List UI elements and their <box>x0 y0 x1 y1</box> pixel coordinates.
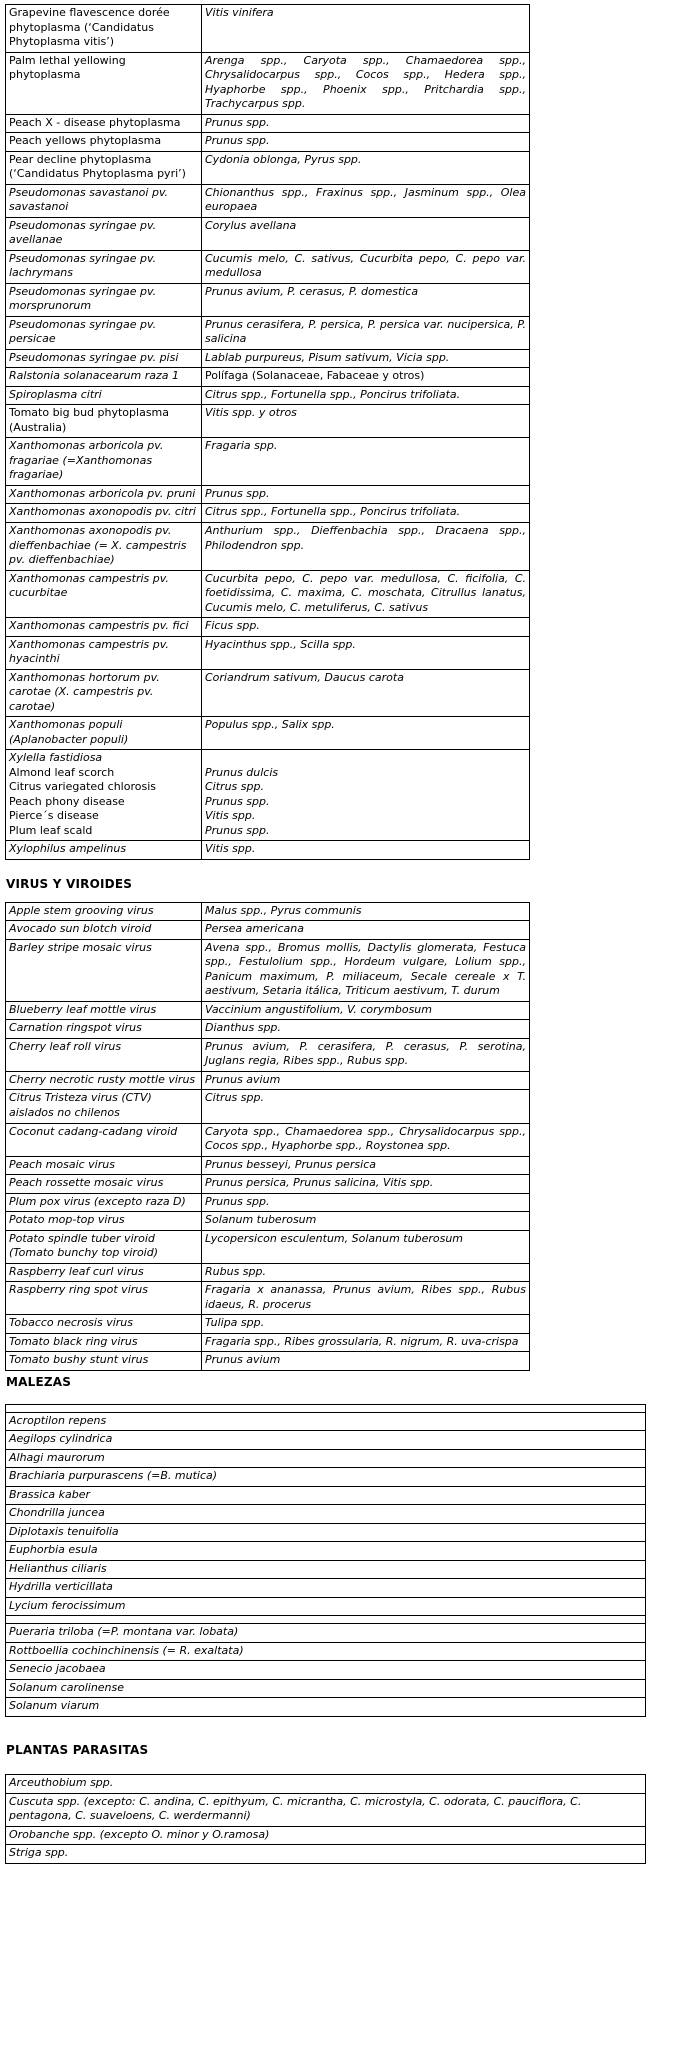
hosts-cell: Solanum tuberosum <box>202 1212 530 1231</box>
pathogen-host-table-body <box>6 5 530 860</box>
cell-line: Prunus dulcis <box>205 765 279 779</box>
virus-host-table-body <box>6 902 530 1370</box>
hosts-cell: Polífaga (Solanaceae, Fabaceae y otros) <box>202 368 530 387</box>
pathogen-cell: Tomato big bud phytoplasma (Australia) <box>6 405 202 438</box>
virus-cell: Barley stripe mosaic virus <box>6 939 202 1001</box>
table-row <box>6 1156 530 1175</box>
pathogen-cell: Xylophilus ampelinus <box>6 841 202 860</box>
hosts-cell: Fragaria spp., Ribes grossularia, R. nigrum, R. uva-crispa <box>202 1333 530 1352</box>
table-row <box>6 1020 530 1039</box>
table-row <box>6 522 530 570</box>
virus-cell: Raspberry ring spot virus <box>6 1282 202 1315</box>
pathogen-cell: Ralstonia solanacearum raza 1 <box>6 368 202 387</box>
virus-cell: Tobacco necrosis virus <box>6 1315 202 1334</box>
hosts-cell: Vaccinium angustifolium, V. corymbosum <box>202 1001 530 1020</box>
hosts-cell: Coriandrum sativum, Daucus carota <box>202 669 530 717</box>
section-header-weeds: MALEZAS <box>6 1374 72 1389</box>
virus-cell: Cherry necrotic rusty mottle virus <box>6 1071 202 1090</box>
virus-cell: Potato mop-top virus <box>6 1212 202 1231</box>
hosts-cell: Tulipa spp. <box>202 1315 530 1334</box>
table-row <box>6 1486 646 1505</box>
virus-cell: Avocado sun blotch viroid <box>6 921 202 940</box>
table-row <box>6 438 530 486</box>
cell-line: Plum leaf scald <box>9 823 93 837</box>
table-row <box>6 405 530 438</box>
pathogen-cell: Pear decline phytoplasma (‘Candidatus Phytoplasma pyri’) <box>6 151 202 184</box>
table-row <box>6 570 530 618</box>
cell-line: Almond leaf scorch <box>9 765 115 779</box>
pathogen-cell: Pseudomonas syringae pv. lachrymans <box>6 250 202 283</box>
weed-cell: Lycium ferocissimum <box>6 1597 646 1616</box>
pathogen-cell: Xanthomonas campestris pv. hyacinthi <box>6 636 202 669</box>
hosts-cell: Citrus spp., Fortunella spp., Poncirus trifoliata. <box>202 386 530 405</box>
cell-line: Pierce´s disease <box>9 809 99 823</box>
hosts-cell: Prunus avium <box>202 1352 530 1371</box>
virus-cell: Potato spindle tuber viroid (Tomato bunchy top viroid) <box>6 1230 202 1263</box>
table-row <box>6 1449 646 1468</box>
weed-cell: Brassica kaber <box>6 1486 646 1505</box>
parasitic-plants-table <box>5 1774 646 1864</box>
table-row <box>6 1263 530 1282</box>
hosts-cell: Fragaria spp. <box>202 438 530 486</box>
virus-cell: Tomato black ring virus <box>6 1333 202 1352</box>
weed-cell: Hydrilla verticillata <box>6 1579 646 1598</box>
hosts-cell: Avena spp., Bromus mollis, Dactylis glomerata, Festuca spp., Festulolium spp., Hordeum vulgare, Lolium spp., Panicum maximum, P. miliaceum, Secale cereale x T. aestivum, Setaria itálica, Triticum aestivum, T. durum <box>202 939 530 1001</box>
table-row <box>6 386 530 405</box>
hosts-cell: Corylus avellana <box>202 217 530 250</box>
table-row <box>6 1352 530 1371</box>
table-row <box>6 52 530 114</box>
section-header-virus: VIRUS Y VIROIDES <box>6 876 133 891</box>
table-row <box>6 1679 646 1698</box>
hosts-cell: Citrus spp., Fortunella spp., Poncirus trifoliata. <box>202 504 530 523</box>
hosts-cell: Vitis spp. y otros <box>202 405 530 438</box>
weeds-table <box>5 1404 646 1717</box>
parasitic-plants-table-body <box>6 1774 646 1863</box>
virus-cell: Cherry leaf roll virus <box>6 1038 202 1071</box>
virus-cell: Coconut cadang-cadang viroid <box>6 1123 202 1156</box>
pathogen-cell: Pseudomonas savastanoi pv. savastanoi <box>6 184 202 217</box>
virus-cell: Blueberry leaf mottle virus <box>6 1001 202 1020</box>
table-row <box>6 1212 530 1231</box>
table-row <box>6 1230 530 1263</box>
table-row <box>6 1698 646 1717</box>
pathogen-cell: Pseudomonas syringae pv. pisi <box>6 349 202 368</box>
pathogen-cell: Pseudomonas syringae pv. persicae <box>6 316 202 349</box>
weed-cell: Chondrilla juncea <box>6 1505 646 1524</box>
weed-cell <box>6 1404 646 1412</box>
hosts-cell: Ficus spp. <box>202 618 530 637</box>
pathogen-cell: Peach X - disease phytoplasma <box>6 114 202 133</box>
pathogen-cell: Xanthomonas axonopodis pv. citri <box>6 504 202 523</box>
hosts-cell: Prunus spp. <box>202 133 530 152</box>
hosts-cell: Prunus avium, P. cerasifera, P. cerasus, P. serotina, Juglans regia, Ribes spp., Rubus spp. <box>202 1038 530 1071</box>
hosts-cell: Prunus persica, Prunus salicina, Vitis spp. <box>202 1175 530 1194</box>
hosts-cell: Prunus avium <box>202 1071 530 1090</box>
table-row <box>6 1431 646 1450</box>
table-row <box>6 1793 646 1826</box>
parasitic-plant-cell: Arceuthobium spp. <box>6 1774 646 1793</box>
table-row <box>6 1642 646 1661</box>
cell-line: Xylella fastidiosa <box>9 751 103 765</box>
hosts-cell: Cucumis melo, C. sativus, Cucurbita pepo, C. pepo var. medullosa <box>202 250 530 283</box>
parasitic-plant-cell: Cuscuta spp. (excepto: C. andina, C. epithyum, C. micrantha, C. microstyla, C. odorata, C. pauciflora, C. pentagona, C. suaveloens, C. werdermanni) <box>6 1793 646 1826</box>
hosts-cell: Dianthus spp. <box>202 1020 530 1039</box>
cell-line <box>205 751 526 766</box>
table-row <box>6 1523 646 1542</box>
table-row <box>6 1001 530 1020</box>
cell-line: Prunus spp. <box>205 823 270 837</box>
hosts-cell: Prunus spp. <box>202 1193 530 1212</box>
table-row <box>6 1560 646 1579</box>
table-row <box>6 1412 646 1431</box>
virus-host-table <box>5 902 530 1371</box>
table-row <box>6 1090 530 1123</box>
cell-line: Peach phony disease <box>9 794 125 808</box>
weed-cell: Helianthus ciliaris <box>6 1560 646 1579</box>
table-row <box>6 1616 646 1624</box>
pathogen-cell: Palm lethal yellowing phytoplasma <box>6 52 202 114</box>
table-row <box>6 1661 646 1680</box>
table-row <box>6 250 530 283</box>
table-row <box>6 368 530 387</box>
table-row <box>6 717 530 750</box>
section-header-parasitic: PLANTAS PARASITAS <box>6 1742 149 1757</box>
hosts-cell <box>202 750 530 841</box>
hosts-cell: Prunus besseyi, Prunus persica <box>202 1156 530 1175</box>
pathogen-cell: Grapevine flavescence dorée phytoplasma (‘Candidatus Phytoplasma vitis’) <box>6 5 202 53</box>
table-row <box>6 1826 646 1845</box>
pathogen-cell: Xanthomonas populi (Aplanobacter populi) <box>6 717 202 750</box>
virus-cell: Plum pox virus (excepto raza D) <box>6 1193 202 1212</box>
hosts-cell: Citrus spp. <box>202 1090 530 1123</box>
weed-cell: Rottboellia cochinchinensis (= R. exaltata) <box>6 1642 646 1661</box>
table-row <box>6 133 530 152</box>
pathogen-cell: Pseudomonas syringae pv. avellanae <box>6 217 202 250</box>
virus-cell: Peach rossette mosaic virus <box>6 1175 202 1194</box>
cell-line: Citrus spp. <box>205 780 264 794</box>
virus-cell: Citrus Tristeza virus (CTV) aislados no chilenos <box>6 1090 202 1123</box>
table-row <box>6 841 530 860</box>
weed-cell: Euphorbia esula <box>6 1542 646 1561</box>
weed-cell: Pueraria triloba (=P. montana var. lobata) <box>6 1624 646 1643</box>
hosts-cell: Prunus spp. <box>202 114 530 133</box>
weed-cell: Alhagi maurorum <box>6 1449 646 1468</box>
table-row <box>6 750 530 841</box>
hosts-cell: Cucurbita pepo, C. pepo var. medullosa, C. ficifolia, C. foetidissima, C. maxima, C. moschata, Citrullus lanatus, Cucumis melo, C. metuliferus, C. sativus <box>202 570 530 618</box>
weed-cell: Senecio jacobaea <box>6 1661 646 1680</box>
hosts-cell: Anthurium spp., Dieffenbachia spp., Dracaena spp., Philodendron spp. <box>202 522 530 570</box>
table-row <box>6 669 530 717</box>
virus-cell: Peach mosaic virus <box>6 1156 202 1175</box>
virus-cell: Raspberry leaf curl virus <box>6 1263 202 1282</box>
table-row <box>6 1597 646 1616</box>
table-row <box>6 485 530 504</box>
table-row <box>6 636 530 669</box>
hosts-cell: Chionanthus spp., Fraxinus spp., Jasminum spp., Olea europaea <box>202 184 530 217</box>
table-row <box>6 1505 646 1524</box>
table-row <box>6 184 530 217</box>
table-row <box>6 217 530 250</box>
pathogen-cell: Spiroplasma citri <box>6 386 202 405</box>
hosts-cell: Prunus cerasifera, P. persica, P. persica var. nucipersica, P. salicina <box>202 316 530 349</box>
table-row <box>6 1542 646 1561</box>
weed-cell: Brachiaria purpurascens (=B. mutica) <box>6 1468 646 1487</box>
cell-line: Prunus spp. <box>205 794 270 808</box>
table-row <box>6 114 530 133</box>
table-row <box>6 618 530 637</box>
pathogen-cell: Pseudomonas syringae pv. morsprunorum <box>6 283 202 316</box>
pathogen-cell: Xanthomonas arboricola pv. fragariae (=Xanthomonas fragariae) <box>6 438 202 486</box>
table-row <box>6 1193 530 1212</box>
virus-cell: Tomato bushy stunt virus <box>6 1352 202 1371</box>
pathogen-cell: Xanthomonas hortorum pv. carotae (X. campestris pv. carotae) <box>6 669 202 717</box>
hosts-cell: Prunus spp. <box>202 485 530 504</box>
weed-cell: Aegilops cylindrica <box>6 1431 646 1450</box>
hosts-cell: Lablab purpureus, Pisum sativum, Vicia spp. <box>202 349 530 368</box>
table-row <box>6 1175 530 1194</box>
table-row <box>6 1404 646 1412</box>
parasitic-plant-cell: Striga spp. <box>6 1845 646 1864</box>
table-row <box>6 5 530 53</box>
weed-cell <box>6 1616 646 1624</box>
hosts-cell: Lycopersicon esculentum, Solanum tuberosum <box>202 1230 530 1263</box>
pathogen-cell: Xanthomonas campestris pv. fici <box>6 618 202 637</box>
hosts-cell: Rubus spp. <box>202 1263 530 1282</box>
table-row <box>6 1774 646 1793</box>
virus-cell: Apple stem grooving virus <box>6 902 202 921</box>
hosts-cell: Malus spp., Pyrus communis <box>202 902 530 921</box>
weed-cell: Solanum carolinense <box>6 1679 646 1698</box>
cell-line: Vitis spp. <box>205 809 256 823</box>
weeds-table-body <box>6 1404 646 1716</box>
hosts-cell: Arenga spp., Caryota spp., Chamaedorea spp., Chrysalidocarpus spp., Cocos spp., Hedera spp., Hyaphorbe spp., Phoenix spp., Pritchardia spp., Trachycarpus spp. <box>202 52 530 114</box>
pathogen-cell: Xanthomonas axonopodis pv. dieffenbachiae (= X. campestris pv. dieffenbachiae) <box>6 522 202 570</box>
table-row <box>6 349 530 368</box>
table-row <box>6 1468 646 1487</box>
hosts-cell: Fragaria x ananassa, Prunus avium, Ribes spp., Rubus idaeus, R. procerus <box>202 1282 530 1315</box>
table-row <box>6 921 530 940</box>
pathogen-host-table <box>5 4 530 860</box>
hosts-cell: Caryota spp., Chamaedorea spp., Chrysalidocarpus spp., Cocos spp., Hyaphorbe spp., Roystonea spp. <box>202 1123 530 1156</box>
weed-cell: Solanum viarum <box>6 1698 646 1717</box>
table-row <box>6 1315 530 1334</box>
table-row <box>6 1123 530 1156</box>
hosts-cell: Vitis spp. <box>202 841 530 860</box>
hosts-cell: Cydonia oblonga, Pyrus spp. <box>202 151 530 184</box>
hosts-cell: Persea americana <box>202 921 530 940</box>
table-row <box>6 504 530 523</box>
parasitic-plant-cell: Orobanche spp. (excepto O. minor y O.ramosa) <box>6 1826 646 1845</box>
table-row <box>6 1071 530 1090</box>
table-row <box>6 902 530 921</box>
table-row <box>6 1333 530 1352</box>
hosts-cell: Populus spp., Salix spp. <box>202 717 530 750</box>
table-row <box>6 939 530 1001</box>
table-row <box>6 283 530 316</box>
virus-cell: Carnation ringspot virus <box>6 1020 202 1039</box>
pathogen-cell: Peach yellows phytoplasma <box>6 133 202 152</box>
pathogen-cell: Xanthomonas arboricola pv. pruni <box>6 485 202 504</box>
table-row <box>6 1624 646 1643</box>
hosts-cell: Prunus avium, P. cerasus, P. domestica <box>202 283 530 316</box>
hosts-cell: Vitis vinifera <box>202 5 530 53</box>
pathogen-cell <box>6 750 202 841</box>
cell-line: Citrus variegated chlorosis <box>9 780 156 794</box>
pathogen-cell: Xanthomonas campestris pv. cucurbitae <box>6 570 202 618</box>
table-row <box>6 316 530 349</box>
table-row <box>6 1038 530 1071</box>
weed-cell: Diplotaxis tenuifolia <box>6 1523 646 1542</box>
table-row <box>6 1282 530 1315</box>
weed-cell: Acroptilon repens <box>6 1412 646 1431</box>
table-row <box>6 151 530 184</box>
table-row <box>6 1845 646 1864</box>
table-row <box>6 1579 646 1598</box>
hosts-cell: Hyacinthus spp., Scilla spp. <box>202 636 530 669</box>
